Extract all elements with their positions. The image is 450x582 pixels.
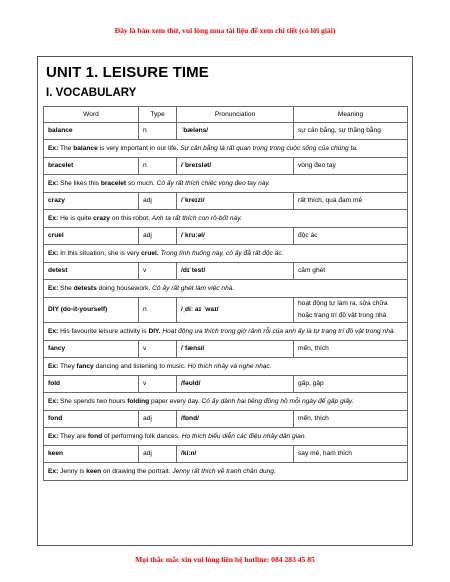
example-row <box>44 280 408 298</box>
vocab-meaning: say mê, ham thích <box>294 446 408 463</box>
example-sentence <box>44 393 408 411</box>
vocab-pronunciation: /kiːn/ <box>177 446 294 463</box>
example-sentence <box>44 140 408 158</box>
vocab-word: fond <box>44 411 139 428</box>
example-label: Ex: <box>48 145 59 152</box>
hotline-notice: Mọi thắc mắc xin vui lòng liên hệ hotline: 084 283 45 85 <box>135 555 315 564</box>
vocab-word: crazy <box>44 193 139 210</box>
vocab-word: fancy <box>44 341 139 358</box>
vocab-word: detest <box>44 263 139 280</box>
example-translation: Sự cân bằng là rất quan trọng trong cuộc sống của chúng ta. <box>180 145 358 152</box>
example-sentence <box>44 210 408 228</box>
example-sentence <box>44 175 408 193</box>
example-row <box>44 323 408 341</box>
vocab-pronunciation: /fɒnd/ <box>177 411 294 428</box>
example-text: dancing and listening to music. <box>95 363 186 370</box>
example-sentence <box>44 245 408 263</box>
example-translation: Cô ấy dành hai tiếng đồng hồ mỗi ngày để gấp giấy. <box>201 398 354 405</box>
example-translation: Hoạt động ưa thích trong giờ rảnh rỗi của anh ấy là tự trang trí đồ vật trong nhà. <box>162 328 396 335</box>
example-text: Jenny is <box>60 468 85 475</box>
vocab-meaning: hoạt động tự làm ra, sửa chữa hoặc trang trí đồ vật trong nhà <box>294 298 408 323</box>
example-row <box>44 358 408 376</box>
vocab-meaning: mến, thích <box>294 341 408 358</box>
example-translation: Cô ấy rất thích chiếc vòng đeo tay này. <box>156 180 271 187</box>
vocab-meaning: căm ghét <box>294 263 408 280</box>
vocab-type: n <box>139 158 177 175</box>
vocab-pronunciation: /ˈfænsi/ <box>177 341 294 358</box>
vocab-word: fold <box>44 376 139 393</box>
vocab-row <box>44 298 408 323</box>
example-row <box>44 463 408 481</box>
vocab-row <box>44 446 408 463</box>
example-sentence <box>44 280 408 298</box>
vocab-word: balance <box>44 123 139 140</box>
vocab-pronunciation: /fəʊld/ <box>177 376 294 393</box>
example-keyword: fancy <box>76 363 94 370</box>
example-sentence <box>44 323 408 341</box>
vocab-pronunciation: /ˈkreɪzi/ <box>177 193 294 210</box>
example-keyword: balance <box>73 145 98 152</box>
vocab-row <box>44 263 408 280</box>
example-label: Ex: <box>48 328 59 335</box>
example-translation: Họ thích nhảy và nghe nhạc. <box>187 363 272 370</box>
vocab-row <box>44 376 408 393</box>
vocab-pronunciation: /ˌdiː aɪ ˈwaɪ/ <box>177 298 294 323</box>
example-translation: Cô ấy rất ghét làm việc nhà. <box>152 285 235 292</box>
example-translation: Jenny rất thích vẽ tranh chân dung. <box>172 468 276 475</box>
vocab-row <box>44 123 408 140</box>
vocab-type: v <box>139 341 177 358</box>
vocab-meaning: mến, thích <box>294 411 408 428</box>
example-keyword: cruel. <box>141 250 159 257</box>
vocab-meaning: sự cân bằng, sự thăng bằng <box>294 123 408 140</box>
example-text: They <box>59 363 75 370</box>
vocab-pronunciation: ˈbæləns/ <box>177 123 294 140</box>
vocab-type: v <box>139 263 177 280</box>
example-sentence <box>44 358 408 376</box>
vocab-word: bracelet <box>44 158 139 175</box>
vocab-word: keen <box>44 446 139 463</box>
section-title: I. VOCABULARY <box>46 87 137 99</box>
example-label: Ex: <box>48 285 59 292</box>
example-keyword: detests <box>73 285 97 292</box>
vocab-row <box>44 411 408 428</box>
example-keyword: crazy <box>93 215 110 222</box>
example-text: doing housework. <box>98 285 151 292</box>
example-row <box>44 210 408 228</box>
example-label: Ex: <box>48 180 59 187</box>
vocab-meaning: độc ác <box>294 228 408 245</box>
vocab-row <box>44 228 408 245</box>
example-text: is very important in our life. <box>99 145 179 152</box>
example-text: She spends two hours <box>60 398 126 405</box>
example-label: Ex: <box>48 398 59 405</box>
example-text: She likes this <box>60 180 99 187</box>
vocab-word: cruel <box>44 228 139 245</box>
example-text: In this situation, she is very <box>60 250 140 257</box>
example-sentence <box>44 428 408 446</box>
column-header-word: Word <box>44 107 139 123</box>
example-text: She <box>60 285 72 292</box>
example-text: He is quite <box>60 215 92 222</box>
vocab-type: v <box>139 376 177 393</box>
example-sentence <box>44 463 408 481</box>
vocab-pronunciation: /ˈkruːəl/ <box>177 228 294 245</box>
example-row <box>44 245 408 263</box>
example-label: Ex: <box>48 363 59 370</box>
example-keyword: folding <box>127 398 150 405</box>
vocab-meaning: gấp, gập <box>294 376 408 393</box>
example-translation: Anh ta rất thích con rô-bốt này. <box>151 215 242 222</box>
example-text: paper every day. <box>151 398 200 405</box>
preview-notice: Đây là bản xem thử, vui lòng mua tài liệu để xem chi tiết (có lời giải) <box>114 26 336 35</box>
example-row <box>44 175 408 193</box>
example-text: on drawing the portrait. <box>103 468 171 475</box>
vocab-word: DIY (do-it-yourself) <box>44 298 139 323</box>
example-label: Ex: <box>48 468 59 475</box>
vocab-type: n <box>139 298 177 323</box>
example-keyword: DIY. <box>148 328 161 335</box>
example-text: The <box>59 145 72 152</box>
example-translation: Họ thích biểu diễn các điệu nhảy dân gian. <box>181 433 307 440</box>
example-label: Ex: <box>48 433 59 440</box>
vocab-meaning: vòng đeo tay <box>294 158 408 175</box>
vocab-type: adj <box>139 446 177 463</box>
example-keyword: keen <box>86 468 102 475</box>
vocab-row <box>44 341 408 358</box>
example-text: so much. <box>127 180 155 187</box>
column-header-pronunciation: Pronunciation <box>177 107 294 123</box>
example-row <box>44 393 408 411</box>
example-row <box>44 428 408 446</box>
table-header-row <box>44 107 408 123</box>
example-text: His favourite leisure activity is <box>60 328 147 335</box>
vocab-type: adj <box>139 228 177 245</box>
column-header-meaning: Meaning <box>294 107 408 123</box>
vocab-pronunciation: /ˈbreɪslət/ <box>177 158 294 175</box>
vocab-type: n <box>139 123 177 140</box>
example-label: Ex: <box>48 250 59 257</box>
vocab-row <box>44 158 408 175</box>
example-label: Ex: <box>48 215 59 222</box>
vocab-type: adj <box>139 193 177 210</box>
vocab-row <box>44 193 408 210</box>
vocabulary-table <box>43 106 408 481</box>
example-keyword: bracelet <box>100 180 127 187</box>
unit-title: UNIT 1. LEISURE TIME <box>46 64 209 81</box>
example-text: of performing folk dances. <box>103 433 180 440</box>
vocab-meaning: rất thích, quá đam mê <box>294 193 408 210</box>
example-text: They are <box>59 433 87 440</box>
example-row <box>44 140 408 158</box>
vocab-type: adj <box>139 411 177 428</box>
vocab-pronunciation: /dɪˈtest/ <box>177 263 294 280</box>
example-text: on this robot. <box>111 215 150 222</box>
column-header-type: Type <box>139 107 177 123</box>
example-translation: Trong tình huống này, cô ấy đã rất độc ác. <box>160 250 284 257</box>
example-keyword: fond <box>87 433 103 440</box>
